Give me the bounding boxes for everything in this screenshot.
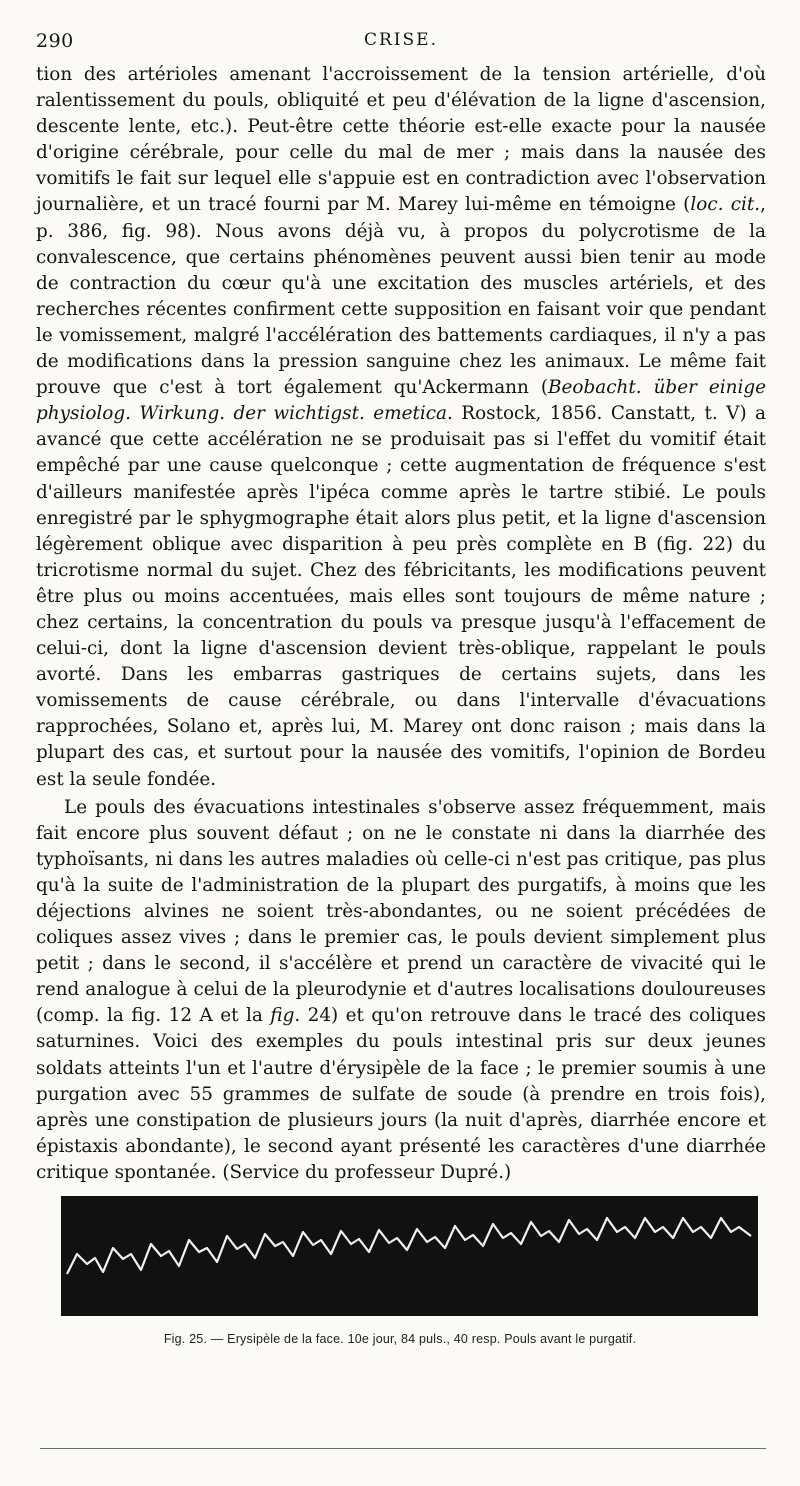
figure-reference: fig <box>270 1005 295 1027</box>
bottom-rule <box>40 1448 766 1449</box>
figure-caption: Fig. 25. — Erysipèle de la face. 10e jour, 84 puls., 40 resp. Pouls avant le purgatif. <box>163 1332 637 1346</box>
page-number: 290 <box>36 30 74 52</box>
citation: Beobacht. über einige physiolog. Wirkung. der wichtigst. emetica <box>36 377 767 425</box>
figure-background <box>61 1196 758 1316</box>
text-run: . 24) et qu'on retrouve dans le tracé des coliques saturnines. Voici des exemples du pouls intestinal pris sur deux jeunes soldats atteints l'un et l'autre d'érysipèle de la face ; le premier soumis à une purgation avec 55 grammes de sulfate de soude (à prendre en trois fois), après une constipation de plusieurs jours (la nuit d'après, diarrhée encore et épistaxis abondante), le second ayant présenté les caractères d'une diarrhée critique spontanée. (Service du professeur Dupré.) <box>36 1005 767 1183</box>
text-run: , p. 386, fig. 98). Nous avons déjà vu, à propos du polycrotisme de la convalescence, que certains phénomènes peuvent aussi bien tenir au mode de contraction du cœur qu'à une excitation des muscles artériels, et des recherches récentes confirment cette supposition en faisant voir que pendant le vomissement, malgré l'accélération des battements cardiaques, il n'y a pas de modifications dans la pression sanguine chez les animaux. Le même fait prouve que c'est à tort également qu'Ackermann ( <box>36 194 766 399</box>
paragraph <box>36 795 766 1186</box>
page-header <box>36 30 766 56</box>
text-run: Le pouls des évacuations intestinales s'observe assez fréquemment, mais fait encore plus souvent défaut ; on ne le constate ni dans la diarrhée des typhoïsants, ni dans les autres maladies où celle-ci n'est pas critique, pas plus qu'à la suite de l'administration de la plupart des purgatifs, à moins que les déjections alvines ne soient très-abondantes, ou ne soient précédées de coliques assez vives ; dans le premier cas, le pouls devient simplement plus petit ; dans le second, il s'accélère et prend un caractère de vivacité qui le rend analogue à celui de la pleurodynie et d'autres localisations douloureuses (comp. la fig. 12 A et la <box>36 796 766 1027</box>
pulse-trace-image <box>61 1196 758 1316</box>
running-head: CRISE. <box>364 30 438 50</box>
sphygmograph-figure <box>61 1196 758 1316</box>
body-text <box>36 62 766 1186</box>
text-run: . Rostock, 1856. Canstatt, t. V) a avancé que cette accélération ne se produisait pas si l'effet du vomitif était empêché par une cause quelconque ; cette augmentation de fréquence s'est d'ailleurs manifestée après l'ipéca comme après le tartre stibié. Le pouls enregistré par le sphygmographe était alors plus petit, et la ligne d'ascension légèrement oblique avec disparition à peu près complète en B (fig. 22) du tricrotisme normal du sujet. Chez des fébricitants, les modifications peuvent être plus ou moins accentuées, mais elles sont toujours de même nature ; chez certains, la concentration du pouls va presque jusqu'à l'effacement de celui-ci, dont la ligne d'ascension devient très-oblique, rappelant le pouls avorté. Dans les embarras gastriques de certains sujets, dans les vomissements de cause cérébrale, ou dans l'intervalle d'évacuations rapprochées, Solano et, après lui, M. Marey ont donc raison ; mais dans la plupart des cas, et surtout pour la nausée des vomitifs, l'opinion de Bordeu est la seule fondée. <box>36 403 766 790</box>
paragraph <box>36 62 766 793</box>
text-run: tion des artérioles amenant l'accroissement de la tension artérielle, d'où ralentissement du pouls, obliquité et peu d'élévation de la ligne d'ascension, descente lente, etc.). Peut-être cette théorie est-elle exacte pour la nausée d'origine cérébrale, pour celle du mal de mer ; mais dans la nausée des vomitifs le fait sur lequel elle s'appuie est en contradiction avec l'observation journalière, et un tracé fourni par M. Marey lui-même en témoigne ( <box>36 64 766 216</box>
citation: loc. cit. <box>690 194 761 216</box>
